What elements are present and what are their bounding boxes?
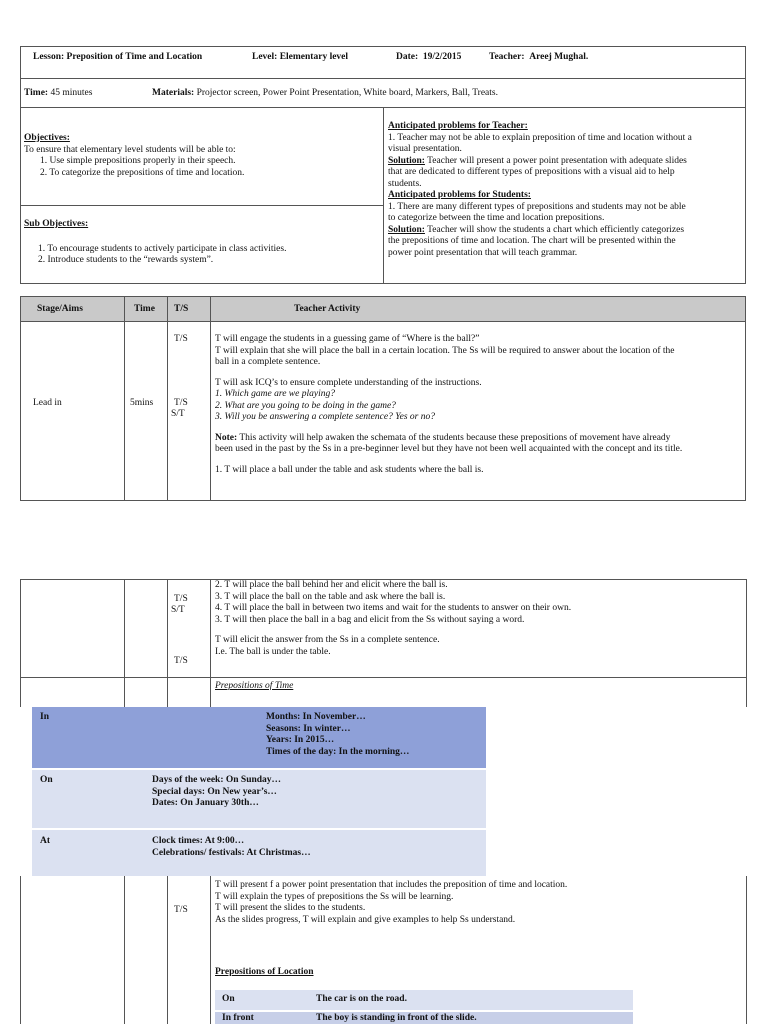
location-example: The car is on the road.	[316, 994, 407, 1004]
activity-line: 3. T will then place the ball in a bag and elicit from the Ss without saying a word.	[215, 614, 525, 625]
activity-line: T will engage the students in a guessing game of “Where is the ball?”	[215, 334, 480, 344]
stage-lead-in: Lead in	[33, 398, 62, 408]
location-row-on	[215, 990, 633, 1010]
icq-line: 2. What are you going to be doing in the game?	[215, 400, 396, 411]
teacher-row	[489, 52, 588, 64]
example-line: Seasons: In winter…	[266, 723, 351, 734]
divider	[20, 876, 21, 1024]
icq-line: 1. Which game are we playing?	[215, 389, 335, 399]
location-prep: On	[222, 994, 235, 1004]
ts-cell: T/S	[174, 905, 188, 915]
divider	[20, 579, 21, 707]
lesson-header-row	[33, 52, 202, 64]
divider	[210, 579, 211, 707]
activity-line: 4. T will place the ball in between two items and wait for the students to answer on their own.	[215, 603, 572, 613]
presentation-activity	[215, 880, 745, 926]
materials-label: Materials:	[152, 88, 195, 98]
level-label: Level:	[252, 52, 278, 62]
icq-line: 3. Will you be answering a complete sentence? Yes or no?	[215, 412, 435, 422]
time-label: Time:	[24, 88, 49, 98]
anticipated-teacher-title: Anticipated problems for Teacher:	[388, 121, 528, 131]
example-line: Celebrations/ festivals: At Christmas…	[152, 847, 311, 858]
example-line: Years: In 2015…	[266, 735, 335, 745]
problem-line: 1. There are many different types of prepositions and students may not be able	[388, 201, 686, 212]
example-line: Months: In November…	[266, 712, 366, 722]
lead-in-activity	[215, 334, 745, 476]
ts-cell: S/T	[171, 409, 185, 419]
header-ts: T/S	[174, 304, 189, 314]
divider	[746, 579, 747, 707]
solution-label: Solution:	[388, 155, 425, 166]
date-row	[396, 52, 461, 64]
prepositions-of-time-heading: Prepositions of Time	[215, 681, 294, 691]
note-line: This activity will help awaken the schemata of the students because these prepositions of movement have already	[237, 432, 671, 443]
divider	[167, 296, 168, 501]
prep-in: In	[40, 712, 49, 722]
location-prep: In front	[222, 1013, 254, 1023]
prep-at-examples	[152, 836, 311, 859]
continued-activity	[215, 580, 745, 658]
example-line: Days of the week: On Sunday…	[152, 775, 282, 785]
materials-row	[152, 88, 498, 100]
example-line: Clock times: At 9:00…	[152, 836, 245, 846]
prep-on: On	[40, 775, 53, 785]
materials-value: Projector screen, Power Point Presentation, White board, Markers, Ball, Treats.	[196, 88, 498, 98]
activity-line: T will present the slides to the students.	[215, 903, 366, 913]
solution-line: that are dedicated to different types of prepositions with a visual aid to help	[388, 167, 675, 177]
problem-line: 1. Teacher may not be able to explain preposition of time and location without a	[388, 132, 692, 143]
header-time: Time	[134, 304, 155, 314]
activity-line: T will present f a power point presentation that includes the preposition of time and location.	[215, 880, 568, 890]
ts-cell: T/S	[174, 334, 188, 344]
divider	[210, 296, 211, 501]
level-row	[252, 52, 348, 64]
activity-line: T will explain the types of prepositions the Ss will be learning.	[215, 891, 454, 902]
sub-objectives-block	[24, 219, 379, 267]
lesson-label: Lesson:	[33, 52, 65, 62]
divider	[20, 321, 746, 322]
date-value: 19/2/2015	[422, 52, 462, 62]
anticipated-students-title: Anticipated problems for Students:	[388, 190, 531, 200]
sub-objectives-title: Sub Objectives:	[24, 219, 89, 229]
activity-line: 2. T will place the ball behind her and elicit where the ball is.	[215, 580, 448, 590]
problem-line: to categorize between the time and location prepositions.	[388, 213, 605, 223]
problem-line: visual presentation.	[388, 144, 462, 154]
prep-in-examples	[266, 712, 409, 758]
solution-line: power point presentation that will teach grammar.	[388, 247, 578, 258]
divider	[20, 78, 746, 79]
divider	[20, 205, 383, 206]
divider	[124, 579, 125, 707]
solution-line: students.	[388, 178, 422, 189]
teacher-name: Areej Mughal.	[529, 52, 589, 62]
activity-line: ball in a complete sentence.	[215, 357, 321, 367]
level-value: Elementary level	[279, 52, 349, 62]
example-line: Times of the day: In the morning…	[266, 746, 410, 757]
lesson-title: Preposition of Time and Location	[66, 52, 203, 62]
example-line: Dates: On January 30th…	[152, 798, 259, 808]
activity-line: 3. T will place the ball on the table and ask where the ball is.	[215, 591, 446, 602]
divider	[20, 677, 746, 678]
table-header-row	[21, 297, 745, 321]
ts-cell: T/S	[174, 398, 188, 408]
objectives-title: Objectives:	[24, 133, 70, 143]
prepositions-of-location-heading: Prepositions of Location	[215, 967, 314, 977]
teacher-label: Teacher:	[489, 52, 525, 62]
ts-cell: S/T	[171, 605, 185, 615]
prep-on-examples	[152, 775, 281, 810]
example-line: Special days: On New year’s…	[152, 786, 277, 797]
location-example: The boy is standing in front of the slide.	[316, 1013, 477, 1023]
solution-line: Teacher will show the students a chart which efficiently categorizes	[424, 224, 685, 235]
prep-at: At	[40, 836, 51, 846]
header-stage: Stage/Aims	[37, 304, 83, 314]
time-table-row-in	[32, 707, 486, 768]
divider	[167, 579, 168, 707]
note-label: Note:	[215, 432, 238, 443]
divider	[124, 876, 125, 1024]
ts-cell: T/S	[174, 594, 188, 604]
sub-objective-item: 2. Introduce students to the “rewards system”.	[38, 255, 214, 265]
time-row	[24, 88, 92, 100]
time-value: 45 minutes	[50, 88, 93, 98]
activity-line: T will elicit the answer from the Ss in a complete sentence.	[215, 635, 440, 645]
ts-cell: T/S	[174, 656, 188, 666]
activity-line: I.e. The ball is under the table.	[215, 646, 331, 657]
solution-line: the prepositions of time and location. The chart will be presented within the	[388, 236, 676, 246]
header-teacher-activity: Teacher Activity	[294, 304, 361, 314]
objective-item: 1. Use simple prepositions properly in their speech.	[40, 156, 236, 166]
lead-in-time: 5mins	[130, 398, 154, 408]
anticipated-teacher-block	[388, 121, 744, 259]
divider	[210, 876, 211, 1024]
divider	[167, 876, 168, 1024]
objectives-intro: To ensure that elementary level students will be able to:	[24, 144, 236, 155]
activity-line: As the slides progress, T will explain and give examples to help Ss understand.	[215, 914, 516, 925]
divider	[124, 296, 125, 501]
divider	[383, 107, 384, 284]
objective-item: 2. To categorize the prepositions of time and location.	[40, 167, 245, 178]
date-label: Date:	[396, 52, 419, 62]
solution-line: Teacher will present a power point presentation with adequate slides	[424, 155, 687, 166]
divider	[746, 876, 747, 1024]
note-line: been used in the past by the Ss in a pre-beginner level but they have not been well acquainted with the concept and its title.	[215, 444, 683, 454]
activity-line: 1. T will place a ball under the table and ask students where the ball is.	[215, 464, 484, 475]
activity-line: T will explain that she will place the ball in a certain location. The Ss will be required to answer about the location of the	[215, 345, 675, 356]
solution-label: Solution:	[388, 224, 425, 235]
sub-objective-item: 1. To encourage students to actively participate in class activities.	[38, 243, 287, 254]
objectives-block	[24, 133, 379, 179]
activity-line: T will ask ICQ’s to ensure complete understanding of the instructions.	[215, 377, 482, 388]
